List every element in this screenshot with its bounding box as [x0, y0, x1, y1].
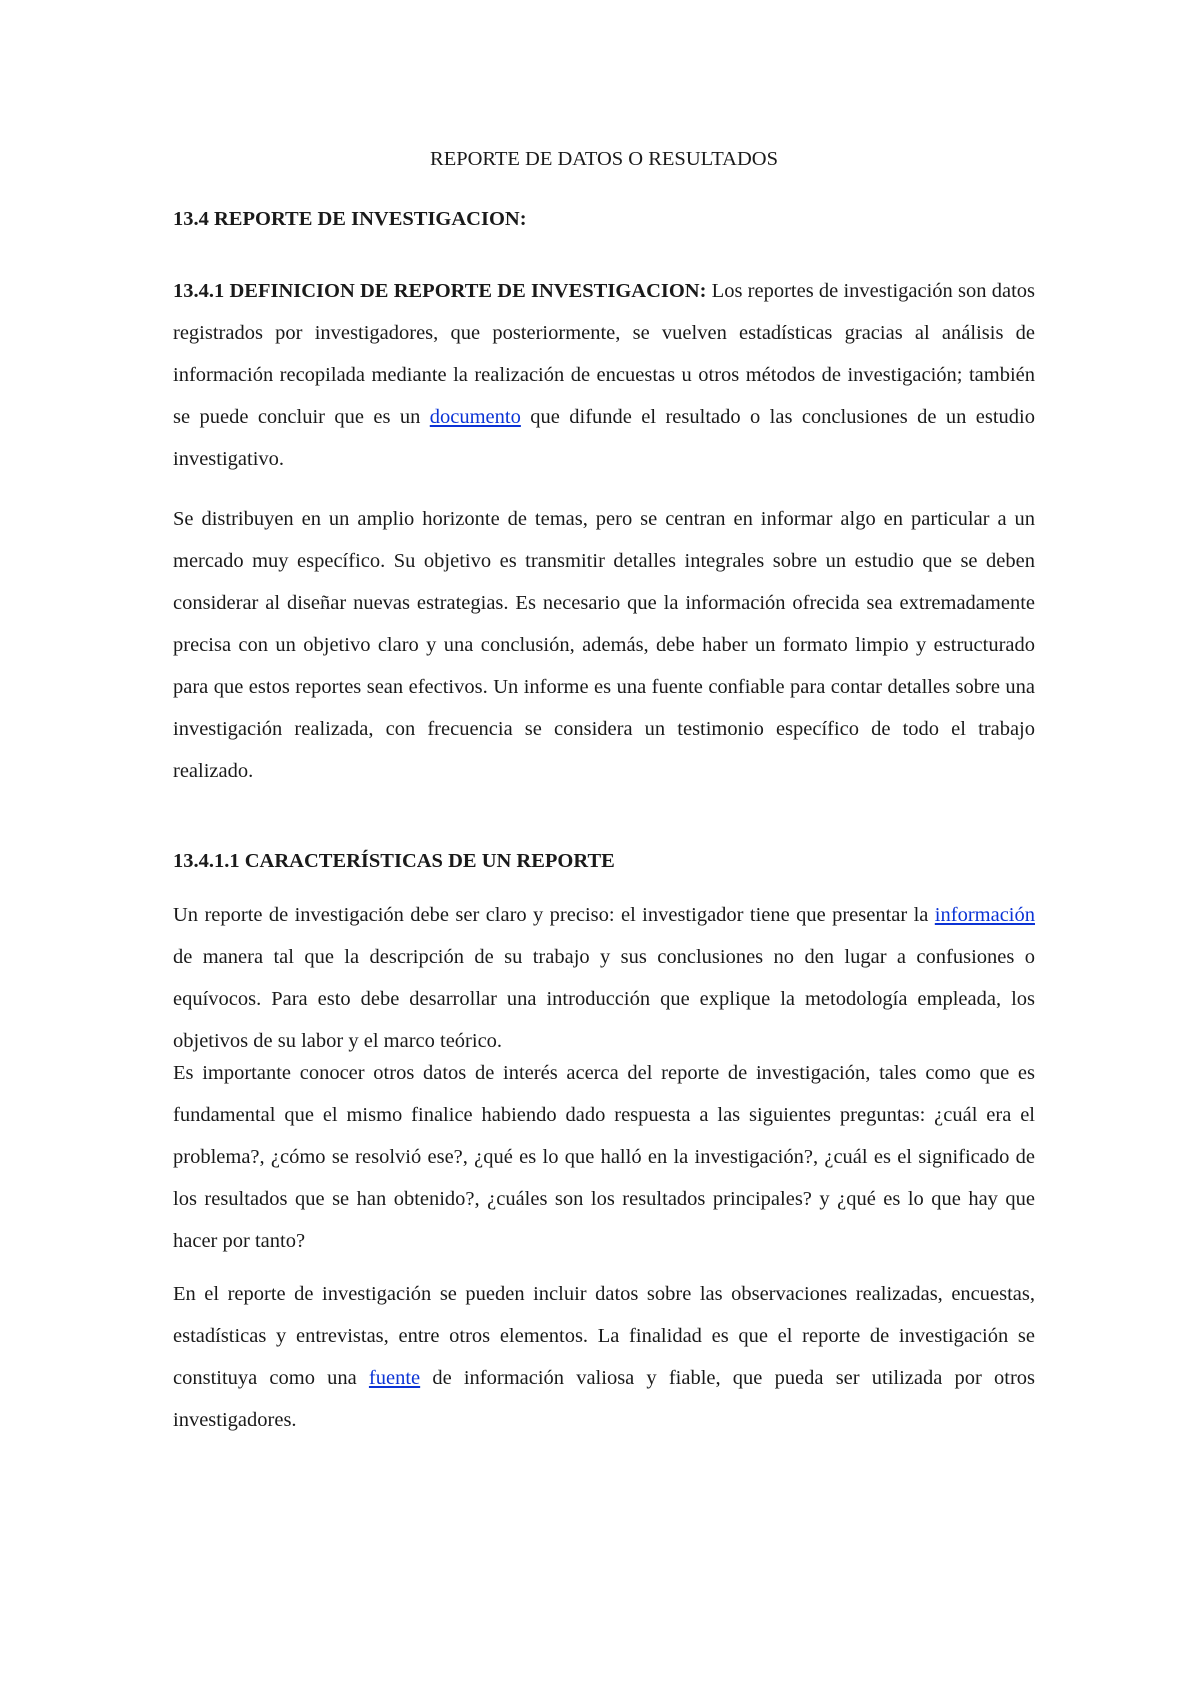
definition-paragraph — [173, 270, 1035, 480]
characteristics-paragraph-1 — [173, 894, 1035, 1062]
paragraph-horizonte: Se distribuyen en un amplio horizonte de temas, pero se centran en informar algo en particular a un mercado muy específico. Su objetivo es transmitir detalles integrales sobre un estudio que se deben considerar al diseñar nuevas estrategias. Es necesario que la información ofrecida sea extremadamente precisa con un objetivo claro y una conclusión, además, debe haber un formato limpio y estructurado para que estos reportes sean efectivos. Un informe es una fuente confiable para contar detalles sobre una investigación realizada, con frecuencia se considera un testimonio específico de todo el trabajo realizado. — [173, 508, 1035, 782]
definition-text: Los reportes de investigación son datos registrados por investigadores, que posteriormente, se vuelven estadísticas gracias al análisis de información recopilada mediante la realización de encuestas u otros métodos de investigación; también se puede concluir que es un — [173, 280, 1036, 428]
characteristics-paragraph-3 — [173, 1273, 1035, 1441]
informacion-link[interactable]: información — [934, 904, 1035, 926]
document-title: REPORTE DE DATOS O RESULTADOS — [430, 148, 778, 170]
characteristics-p3-text-end: de información valiosa y fiable, que pueda ser utilizada por otros investigadores. — [173, 1367, 1036, 1431]
section-heading: 13.4 REPORTE DE INVESTIGACION: — [173, 208, 527, 230]
characteristics-paragraph-2: Es importante conocer otros datos de interés acerca del reporte de investigación, tales como que es fundamental que el mismo finalice habiendo dado respuesta a las siguientes preguntas: ¿cuál era el problema?, ¿cómo se resolvió ese?, ¿qué es lo que halló en la investigación?, ¿cuál es el significado de los resultados que se han obtenido?, ¿cuáles son los resultados principales? y ¿qué es lo que hay que hacer por tanto? — [173, 1062, 1035, 1252]
documento-link[interactable]: documento — [429, 406, 521, 428]
definition-heading: 13.4.1 DEFINICION DE REPORTE DE INVESTIGACION: — [173, 280, 707, 302]
characteristics-p1-text: Un reporte de investigación debe ser claro y preciso: el investigador tiene que presentar la — [173, 904, 935, 926]
fuente-link[interactable]: fuente — [368, 1367, 421, 1389]
characteristics-p1-text-end: de manera tal que la descripción de su trabajo y sus conclusiones no den lugar a confusiones o equívocos. Para esto debe desarrollar una introducción que explique la metodología empleada, los objetivos de su labor y el marco teórico. — [173, 946, 1035, 1052]
characteristics-heading: 13.4.1.1 CARACTERÍSTICAS DE UN REPORTE — [173, 850, 615, 872]
characteristics-p3-text: En el reporte de investigación se pueden incluir datos sobre las observaciones realizadas, encuestas, estadísticas y entrevistas, entre otros elementos. La finalidad es que el reporte de investigación se constituya como una — [173, 1283, 1035, 1389]
definition-text-end: que difunde el resultado o las conclusiones de un estudio investigativo. — [173, 406, 1035, 470]
